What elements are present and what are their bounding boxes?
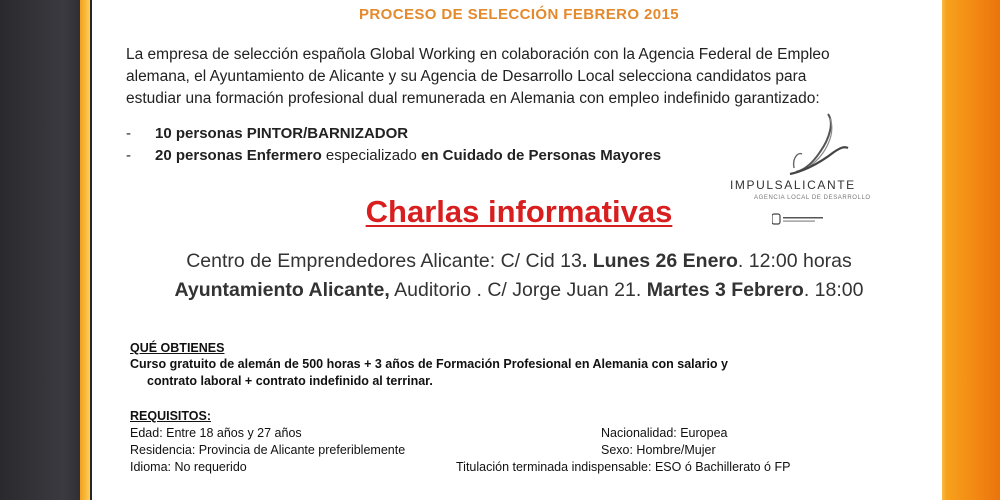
session-line <box>96 279 942 302</box>
requirement-residence: Residencia: Provincia de Alicante preferiblemente <box>130 443 406 457</box>
bullet-dash: - <box>126 125 131 142</box>
intro-line: alemana, el Ayuntamiento de Alicante y su Agencia de Desarrollo Local selecciona candidatos para <box>126 68 807 85</box>
benefits-line: contrato laboral + contrato indefinido al terrinar. <box>147 374 433 388</box>
bullet-dash: - <box>126 147 131 164</box>
positions-list <box>126 123 766 167</box>
left-decorative-band <box>0 0 92 500</box>
session-address: Auditorio . C/ Jorge Juan 21. <box>389 279 647 301</box>
position-item <box>126 145 766 167</box>
session-place: Ayuntamiento Alicante, <box>174 279 390 301</box>
session-date: Lunes 26 Enero <box>592 250 738 272</box>
requirements-heading: REQUISITOS: <box>130 409 212 423</box>
position-bold-text: 10 personas PINTOR/BARNIZADOR <box>155 125 409 142</box>
position-normal-text: especializado <box>321 147 421 164</box>
benefits-heading: QUÉ OBTIENES <box>130 341 225 355</box>
requirement-language: Idioma: No requerido <box>130 460 247 474</box>
session-line <box>96 250 942 273</box>
intro-paragraph <box>126 44 916 110</box>
position-item <box>126 123 766 145</box>
charlas-heading: Charlas informativas <box>365 194 673 229</box>
session-place: Centro de Emprendedores Alicante: C/ Cid 13 <box>186 250 582 272</box>
requirement-sex: Sexo: Hombre/Mujer <box>601 443 716 457</box>
flyer-content <box>96 0 942 500</box>
process-subtitle: PROCESO DE SELECCIÓN FEBRERO 2015 <box>359 6 679 23</box>
session-separator: . <box>581 250 593 272</box>
position-bold-text-2: en Cuidado de Personas Mayores <box>420 147 662 164</box>
benefits-line: Curso gratuito de alemán de 500 horas + 3 años de Formación Profesional en Alemania con salario y <box>130 357 728 371</box>
position-bold-text: 20 personas Enfermero <box>155 147 322 164</box>
logo-wordmark: IMPULSALICANTE <box>730 178 856 192</box>
session-time: . 12:00 horas <box>737 250 852 272</box>
intro-line: estudiar una formación profesional dual remunerada en Alemania con empleo indefinido garantizado: <box>126 90 820 107</box>
benefits-text <box>130 356 890 390</box>
requirement-age: Edad: Entre 18 años y 27 años <box>130 426 302 440</box>
right-decorative-band <box>946 0 1000 500</box>
logo-tagline: AGENCIA LOCAL DE DESARROLLO <box>754 195 871 201</box>
requirement-education: Titulación terminada indispensable: ESO ó Bachillerato ó FP <box>456 460 791 474</box>
requirement-nationality: Nacionalidad: Europea <box>601 426 728 440</box>
left-orange-stripe <box>80 0 90 500</box>
session-time: . 18:00 <box>803 279 864 301</box>
session-date: Martes 3 Febrero <box>646 279 804 301</box>
intro-line: La empresa de selección española Global Working en colaboración con la Agencia Federal de Empleo <box>126 46 830 63</box>
